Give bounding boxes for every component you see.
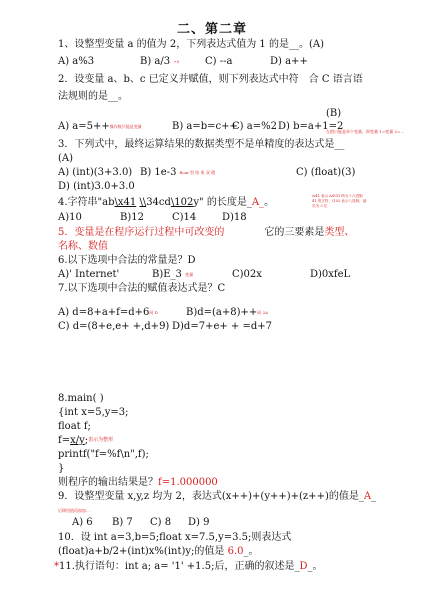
question-4: 4.字符串"ab\x41 \\34cd\102y" 的长度是_A_。: [58, 197, 275, 208]
chapter-title: 二、第二章: [176, 22, 247, 37]
question-2-line-2: 法规则的是__。: [58, 91, 128, 102]
q7-option-a: A) d=8+a+f=d+6同 D: [58, 307, 158, 318]
question-2-line-1: 2．设变量 a、b、c 已定义并赋值，则下列表达式中符 合 C 语言语: [58, 74, 363, 85]
q1-option-c: C) --a: [205, 56, 233, 67]
q9-option-d: D) 9: [188, 517, 210, 528]
q4-note: \x41 表示 ASCII 码为十六进制 41 的字符，\102 表示八进制，最长为 3 位: [312, 194, 367, 208]
q6-option-d: D)0xfeL: [310, 269, 351, 280]
q4-option-d: D)18: [222, 212, 247, 223]
q1-option-d: D) a++: [270, 56, 308, 67]
q2-option-b: B) a=b=c++: [172, 121, 238, 132]
q7-option-b: B)d=(a+8)++同 2A: [186, 307, 269, 318]
question-5: 5．变量是在程序运行过程中可改变的 它的三要素是类型、: [58, 227, 355, 238]
q8-code-line-4: f=x/y;表示为整形: [58, 435, 114, 446]
q9-option-a: A) 6: [72, 517, 93, 528]
q2-option-d: D) b=a+1=2: [278, 121, 344, 132]
question-10-line-2: (float)a+b/2+(int)x%(int)y;的值是 6.0_。: [58, 546, 259, 557]
question-9: 9．设整型变量 x,y,z 均为 2，表达式(x++)+(y++)+(z++)的值是_A_: [58, 491, 377, 502]
question-11: *11.执行语句：int a; a= '1' +1.5;后，正确的叙述是_D_。: [54, 561, 323, 572]
q6-option-b: B)E_3 变量: [152, 269, 194, 280]
q9-option-c: C) 8: [150, 517, 172, 528]
q4-option-a: A)10: [58, 212, 82, 223]
q8-question: 则程序的输出结果是？f=1.000000: [58, 477, 218, 488]
q2-option-a: A) a=5++操作数只能是变量: [58, 121, 142, 132]
q9-option-b: B) 7: [112, 517, 133, 528]
q8-code-line-5: printf("f=%f\n",f);: [58, 449, 149, 460]
q8-code-line-2: {int x=5,y=3;: [58, 407, 129, 418]
question-7: 7.以下选项中合法的赋值表达式是？C: [58, 283, 226, 294]
q3-option-a: A) (int)(3+3.0): [58, 167, 133, 178]
q3-answer: (A): [58, 153, 74, 164]
question-5-line-2: 名称、数值: [58, 241, 108, 252]
q6-option-a: A)' Internet': [58, 269, 120, 280]
question-1: 1、设整型变量 a 的值为 2，下列表达式值为 1 的是__。(A): [58, 39, 324, 50]
question-10-line-1: 10．设 int a=3,b=5;float x=7.5,y=3.5;则表达式: [58, 532, 292, 543]
q9-note: 后缀用值再加加...: [58, 508, 90, 513]
q3-option-c: C) (float)(3): [296, 167, 356, 178]
q8-code-line-6: }: [58, 463, 65, 474]
question-3: 3．下列式中，最终运算结果的数据类型不是单精度的表达式是__: [58, 139, 345, 150]
q4-option-b: B)12: [120, 212, 144, 223]
q7-option-d: D)d=7+e+ + =d+7: [172, 321, 272, 332]
q4-option-c: C)14: [172, 212, 197, 223]
q6-option-c: C)02x: [232, 269, 262, 280]
q1-option-a: A) a%3: [58, 56, 95, 67]
q2-answer: (B): [326, 108, 342, 119]
q8-code-line-1: 8.main( ): [58, 393, 104, 404]
q7-option-c: C) d=(8+e,e+ +,d+9): [58, 321, 170, 332]
question-6: 6.以下选项中合法的常量是？D: [58, 255, 196, 266]
q1-option-b: B) a/3 +0: [140, 56, 180, 67]
q2-option-c: C) a=%2: [232, 121, 277, 132]
q3-option-d: D) (int)3.0+3.0: [58, 181, 135, 192]
q3-option-b: B) 1e-3 float 型 结 果 双 精: [140, 167, 216, 178]
q2-option-d-note: 左值只能是单个变量，即变量 1=变量 2=…: [326, 129, 405, 134]
q8-code-line-3: float f;: [58, 421, 91, 432]
